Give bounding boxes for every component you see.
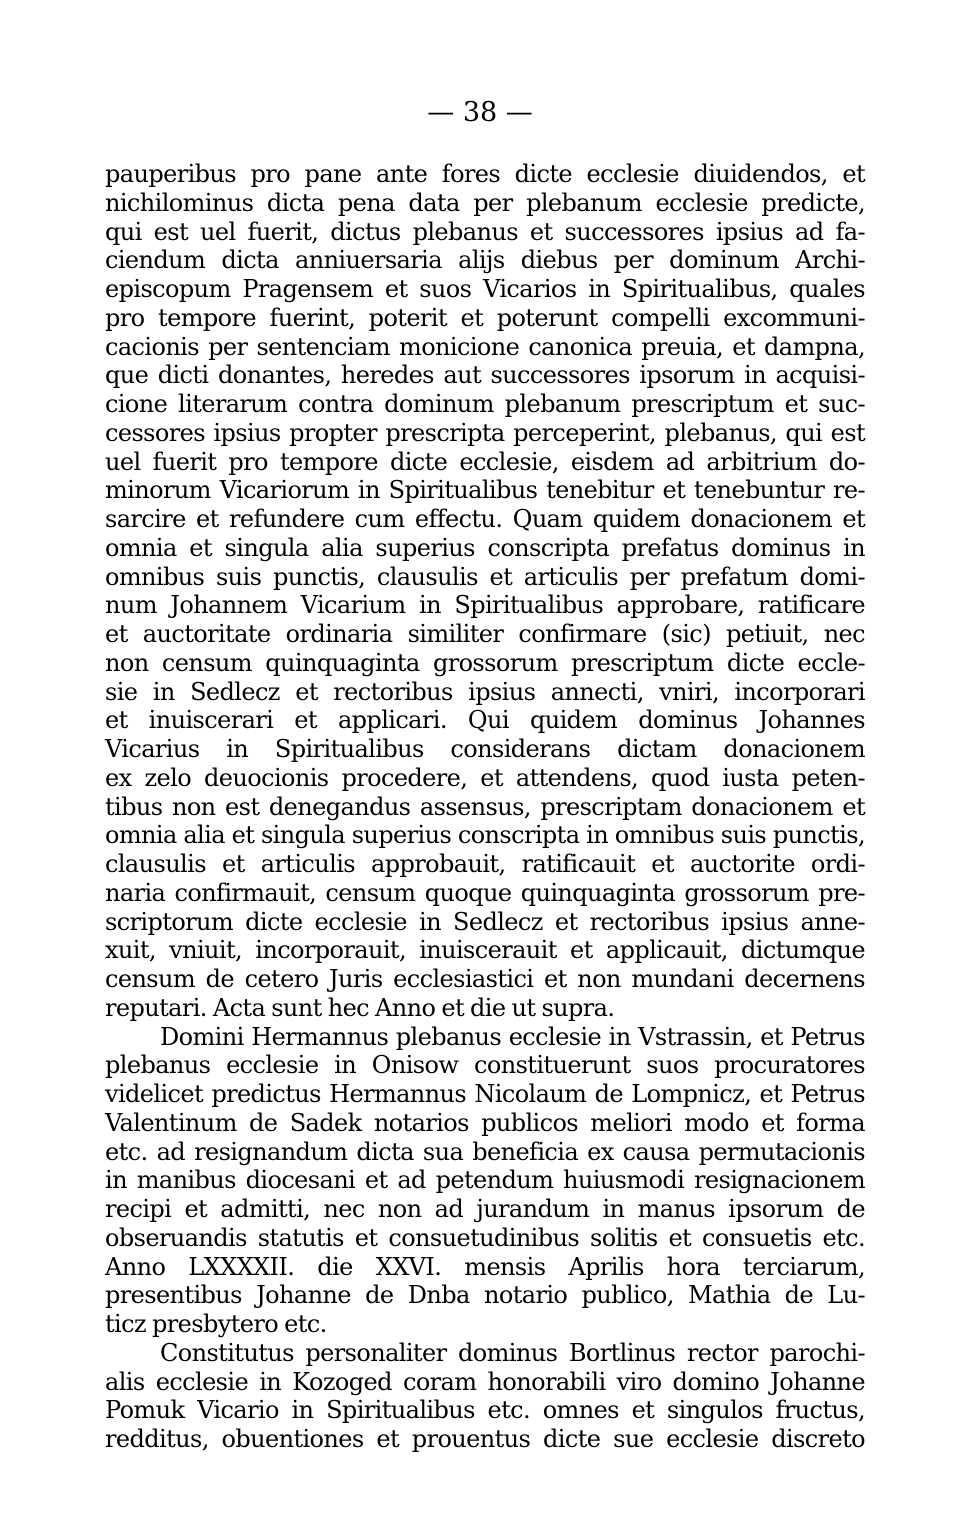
text-line: xuit, vniuit, incorporauit, inuiscerauit et applicauit, dictumque bbox=[105, 936, 865, 965]
body-text bbox=[105, 160, 865, 1454]
text-line: omnibus suis punctis, clausulis et articulis per prefatum domi- bbox=[105, 562, 865, 591]
text-line: et inuiscerari et applicari. Qui quidem dominus Johannes bbox=[105, 706, 865, 735]
text-line: in manibus diocesani et ad petendum huiusmodi resignacionem bbox=[105, 1166, 865, 1195]
text-line: cione literarum contra dominum plebanum prescriptum et suc- bbox=[105, 390, 865, 418]
text-line: videlicet predictus Hermannus Nicolaum de Lompnicz, et Petrus bbox=[105, 1080, 865, 1108]
text-line: etc. ad resignandum dicta sua beneficia ex causa permutacionis bbox=[105, 1137, 865, 1166]
text-line: que dicti donantes, heredes aut successores ipsorum in acquisi- bbox=[105, 361, 865, 390]
text-line: pro tempore fuerint, poterit et poterunt compelli excommuni- bbox=[105, 303, 865, 332]
text-line: ticz presbytero etc. bbox=[105, 1310, 327, 1338]
text-line: et auctoritate ordinaria similiter confirmare (sic) petiuit, nec bbox=[105, 620, 865, 648]
text-line: Pomuk Vicario in Spiritualibus etc. omnes et singulos fructus, bbox=[105, 1396, 865, 1425]
text-line: alis ecclesie in Kozoged coram honorabili viro domino Johanne bbox=[105, 1367, 865, 1396]
text-line: Anno LXXXXII. die XXVI. mensis Aprilis hora terciarum, bbox=[105, 1252, 865, 1281]
text-line: Valentinum de Sadek notarios publicos meliori modo et forma bbox=[105, 1108, 865, 1137]
text-line: Constitutus personaliter dominus Bortlinus rector parochi- bbox=[160, 1338, 865, 1367]
text-line: uel fuerit pro tempore dicte ecclesie, eisdem ad arbitrium do- bbox=[105, 447, 865, 476]
text-line: episcopum Pragensem et suos Vicarios in Spiritualibus, quales bbox=[105, 275, 865, 303]
text-line: tibus non est denegandus assensus, prescriptam donacionem et bbox=[105, 792, 865, 821]
text-line: num Johannem Vicarium in Spiritualibus approbare, ratificare bbox=[105, 591, 865, 620]
text-line: non censum quinquaginta grossorum prescriptum dicte eccle- bbox=[105, 648, 865, 677]
text-line: nichilominus dicta pena data per plebanum ecclesie predicte, bbox=[105, 188, 865, 217]
text-line: minorum Vicariorum in Spiritualibus tenebitur et tenebuntur re- bbox=[105, 476, 865, 505]
text-line: omnia et singula alia superius conscripta prefatus dominus in bbox=[105, 533, 865, 562]
text-line: censum de cetero Juris ecclesiastici et non mundani decernens bbox=[105, 965, 865, 993]
text-line: Domini Hermannus plebanus ecclesie in Vstrassin, et Petrus bbox=[160, 1022, 865, 1051]
text-line: recipi et admitti, nec non ad jurandum in manus ipsorum de bbox=[105, 1195, 865, 1223]
text-line: obseruandis statutis et consuetudinibus solitis et consuetis etc. bbox=[105, 1223, 865, 1252]
page-number: — 38 — bbox=[427, 97, 533, 128]
text-line: cessores ipsius propter prescripta perceperint, plebanus, qui est bbox=[105, 418, 865, 447]
text-line: Vicarius in Spiritualibus considerans dictam donacionem bbox=[105, 735, 865, 763]
text-line: reputari. Acta sunt hec Anno et die ut supra. bbox=[105, 993, 615, 1022]
text-line: sie in Sedlecz et rectoribus ipsius annecti, vniri, incorporari bbox=[105, 677, 865, 706]
text-line: qui est uel fuerit, dictus plebanus et successores ipsius ad fa- bbox=[105, 217, 865, 246]
text-line: sarcire et refundere cum effectu. Quam quidem donacionem et bbox=[105, 505, 865, 533]
text-line: clausulis et articulis approbauit, ratificauit et auctorite ordi- bbox=[105, 850, 865, 878]
text-line: plebanus ecclesie in Onisow constituerunt suos procuratores bbox=[105, 1051, 865, 1080]
text-line: omnia alia et singula superius conscripta in omnibus suis punctis, bbox=[105, 821, 865, 850]
text-line: scriptorum dicte ecclesie in Sedlecz et rectoribus ipsius anne- bbox=[105, 907, 865, 936]
text-line: ex zelo deuocionis procedere, et attendens, quod iusta peten- bbox=[105, 763, 865, 792]
text-line: naria confirmauit, censum quoque quinquaginta grossorum pre- bbox=[105, 878, 865, 907]
text-line: pauperibus pro pane ante fores dicte ecclesie diuidendos, et bbox=[105, 160, 865, 188]
text-line: ciendum dicta anniuersaria alijs diebus per dominum Archi- bbox=[105, 246, 865, 275]
text-line: redditus, obuentiones et prouentus dicte sue ecclesie discreto bbox=[105, 1425, 865, 1453]
text-line: cacionis per sentenciam monicione canonica preuia, et dampna, bbox=[105, 332, 865, 361]
text-line: presentibus Johanne de Dnba notario publico, Mathia de Lu- bbox=[105, 1281, 865, 1310]
